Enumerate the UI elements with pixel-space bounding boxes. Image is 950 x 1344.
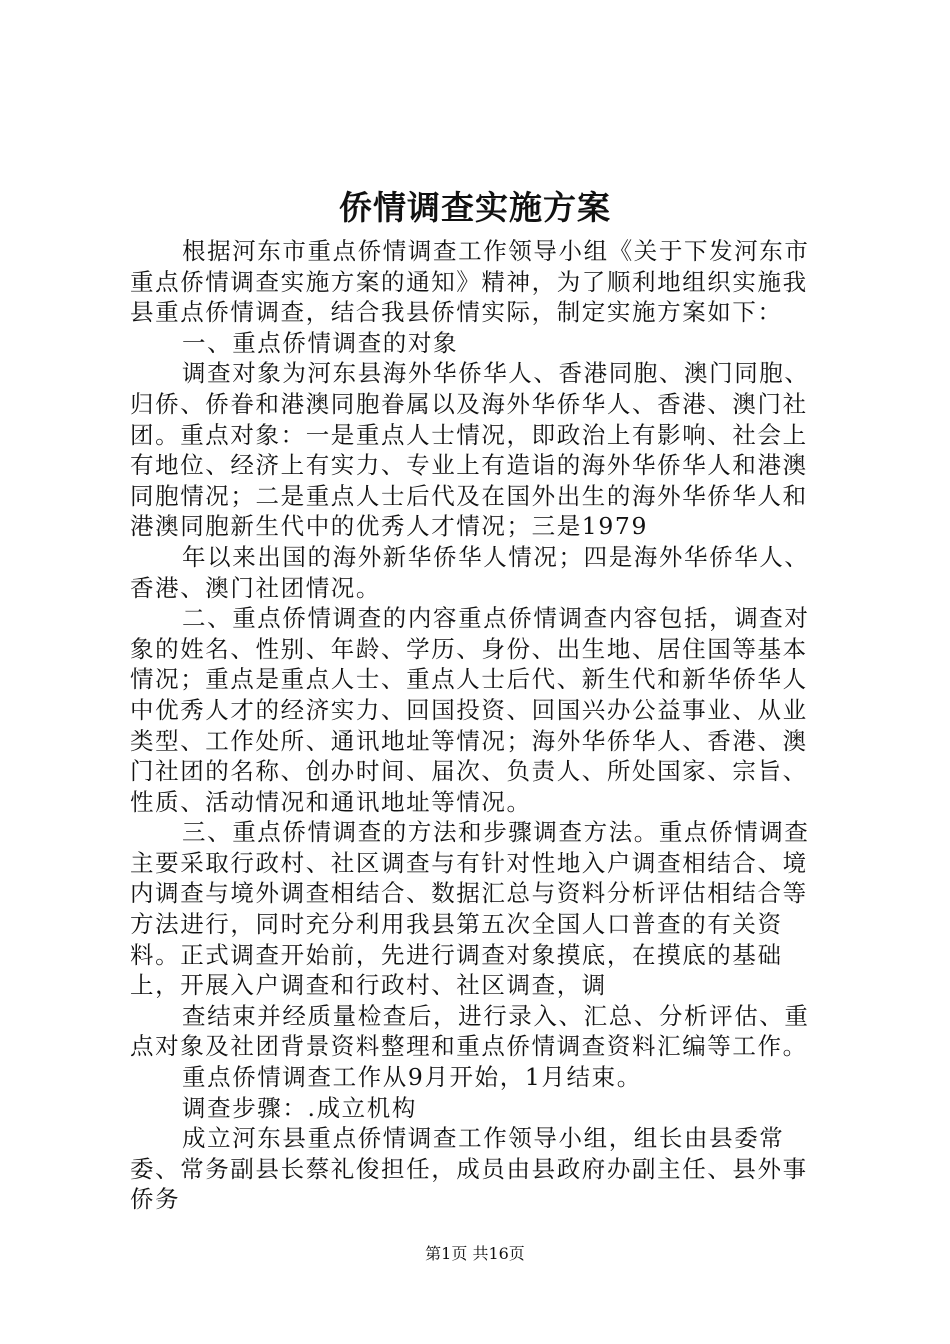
paragraph-steps: 调查步骤：.成立机构 xyxy=(182,1093,417,1122)
paragraph-intro: 根据河东市重点侨情调查工作领导小组《关于下发河东市重点侨情调查实施方案的通知》精神，为了顺利地组织实施我县重点侨情调查，结合我县侨情实际，制定实施方案如下： xyxy=(130,237,810,327)
paragraph-contents: 二、重点侨情调查的内容重点侨情调查内容包括，调查对象的姓名、性别、年龄、学历、身份、出生地、居住国等基本情况；重点是重点人士、重点人士后代、新生代和新华侨华人中优秀人才的经济实力、回国投资、回国兴办公益事业、从业类型、工作处所、通讯地址等情况；海外华侨华人、香港、澳门社团的名称、创办时间、届次、负责人、所处国家、宗旨、性质、活动情况和通讯地址等情况。 xyxy=(130,604,810,816)
page-footer: 第1页 共16页 xyxy=(425,1244,525,1263)
section-heading-objects: 一、重点侨情调查的对象 xyxy=(182,328,459,357)
paragraph-organization: 成立河东县重点侨情调查工作领导小组，组长由县委常委、常务副县长蔡礼俊担任，成员由县政府办副主任、县外事侨务 xyxy=(130,1124,808,1214)
paragraph-schedule: 重点侨情调查工作从9月开始，1月结束。 xyxy=(182,1063,642,1092)
paragraph-methods-continued: 查结束并经质量检查后，进行录入、汇总、分析评估、重点对象及社团背景资料整理和重点侨情调查资料汇编等工作。 xyxy=(130,1001,810,1061)
document-body xyxy=(130,236,830,1215)
paragraph-objects: 调查对象为河东县海外华侨华人、香港同胞、澳门同胞、归侨、侨眷和港澳同胞眷属以及海外华侨华人、香港、澳门社团。重点对象：一是重点人士情况，即政治上有影响、社会上有地位、经济上有实力、专业上有造诣的海外华侨华人和港澳同胞情况；二是重点人士后代及在国外出生的海外华侨华人和港澳同胞新生代中的优秀人才情况；三是1979 xyxy=(130,359,810,541)
paragraph-objects-continued: 年以来出国的海外新华侨华人情况；四是海外华侨华人、香港、澳门社团情况。 xyxy=(130,542,810,602)
document-title: 侨情调查实施方案 xyxy=(339,188,611,227)
paragraph-methods: 三、重点侨情调查的方法和步骤调查方法。重点侨情调查主要采取行政村、社区调查与有针对性地入户调查相结合、境内调查与境外调查相结合、数据汇总与资料分析评估相结合等方法进行，同时充分利用我县第五次全国人口普查的有关资料。正式调查开始前，先进行调查对象摸底，在摸底的基础上，开展入户调查和行政村、社区调查，调 xyxy=(130,818,810,1000)
